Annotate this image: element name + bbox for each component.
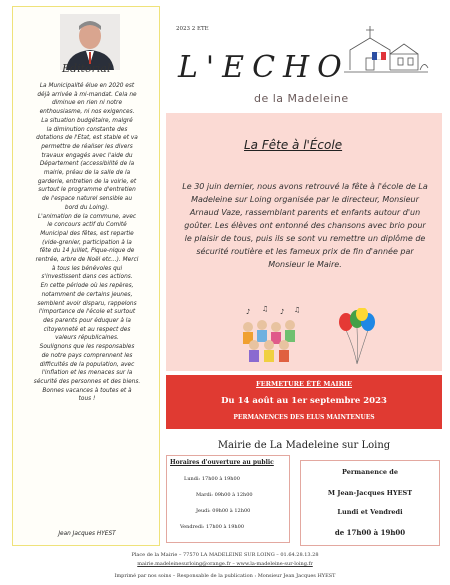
editorial-line: l'importance de l'école et surtout [38, 309, 136, 316]
editorial-line: diminue en rien ni notre [51, 100, 123, 107]
permanence-time: de 17h00 à 19h00 [334, 528, 406, 537]
newsletter-title: L'ECHO [178, 50, 350, 85]
editorial-line: déjà arrivée à mi-mandat. Cela ne [37, 91, 137, 98]
balloons-icon [336, 308, 378, 366]
editorial-line: des parents pour éduquer à la [43, 317, 131, 324]
church-sketch-icon [340, 20, 432, 82]
editorial-line: sécurité des personnes et des biens. [33, 378, 141, 385]
editorial-line: tous ! [78, 396, 96, 403]
editorial-line: L'animation de la commune, avec [37, 213, 137, 220]
editorial-line: (vide-grenier, participation à la [42, 239, 132, 246]
svg-text:♪: ♪ [246, 308, 251, 316]
editorial-line: l'inflation et les menaces sur la [41, 370, 133, 377]
editorial-line: enthousiasme, ni nos exigences. [39, 109, 135, 116]
footer-contact[interactable] [0, 561, 450, 567]
editorial-line: difficultés de la population, avec [39, 361, 135, 368]
permanence-days: Lundi et Vendredi [337, 508, 403, 516]
newsletter-subtitle: de la Madeleine [254, 92, 349, 105]
closure-dates: Du 14 août au 1er septembre 2023 [221, 396, 387, 406]
editorial-line: Municipal des fêtes, est repartie [40, 230, 134, 237]
editorial-line: Bonnes vacances à toutes et à [42, 387, 132, 394]
editorial-line: Département (accessibilité de la [39, 161, 135, 168]
svg-text:♫: ♫ [262, 305, 269, 313]
footer-address: Place de la Mairie – 77570 LA MADELEINE SUR LOING – 01.64.28.13.28 [131, 552, 319, 558]
editorial-line: bord du Loing). [64, 204, 110, 211]
footer-publisher: Imprimé par nos soins – Responsable de la publication : Monsieur Jean Jacques HYEST [114, 573, 336, 579]
closure-note: PERMANENCES DES ELUS MAINTENUES [233, 414, 375, 421]
editorial-line: à tous les bénévoles qui [51, 265, 123, 272]
editorial-line: mairie, préau de la salle de la [43, 170, 131, 177]
editorial-text [17, 82, 157, 404]
french-flag-icon [372, 52, 386, 60]
editorial-line: s'investissent dans ces actions. [41, 274, 133, 281]
editorial-line: garderie, entretien de la voirie, et [37, 178, 137, 185]
editorial-line: la diminution constante des [46, 126, 128, 133]
opening-hours-title: Horaires d'ouverture au public [170, 459, 274, 466]
footer-contact-link[interactable]: mairie.madeleinesurloing@orange.fr – www.la-madeleine-sur-loing.fr [137, 561, 313, 567]
editorial-line: valeurs républicaines. [55, 335, 119, 342]
editorial-line: Soulignons que les responsables [39, 344, 135, 351]
editorial-line: notamment de certains jeunes, [41, 291, 133, 298]
hours-tuesday: Mardi: 09h00 à 12h00 [196, 492, 253, 498]
children-singing-icon [236, 305, 306, 363]
hours-monday: Lundi: 17h00 à 19h00 [184, 476, 240, 482]
editorial-line: La situation budgétaire, malgré [41, 117, 133, 124]
editorial-line: de notre pays comprennent les [41, 352, 133, 359]
editorial-signature: Jean Jacques HYEST [58, 531, 116, 537]
article-body: Le 30 juin dernier, nous avons retrouvé la fête à l'école de La Madeleine sur Loing organisée par le directeur, Monsieur Arnaud Vaze, rassemblant parents et enfants autour d'un goûter. Les élèves ont entonné des chansons avec brio pour le plaisir de tous, puis ils se sont vu remettre un diplôme de sécurité routière et les fameux prix de fin d'année par Monsieur le Maire. [182, 182, 428, 269]
editorial-line: semblent avoir disparu, rappelons [37, 300, 137, 307]
editorial-line: de l'espace naturel sensible au [41, 196, 133, 203]
editorial-line: fête du 14 juillet, Pique-nique de [39, 248, 135, 255]
permanence-person: M Jean-Jacques HYEST [327, 489, 413, 497]
issue-label: 2023 2 ETE [176, 26, 209, 32]
editorial-line: dotations de l'Etat, est stable et va [36, 135, 138, 142]
editorial-line: citoyenneté et au respect des [43, 326, 131, 333]
mairie-title: Mairie de La Madeleine sur Loing [217, 440, 391, 451]
editorial-line: La Municipalité élue en 2020 est [39, 83, 135, 89]
editorial-line: permettre de réaliser les divers [41, 143, 133, 150]
hours-thursday: Jeudi: 09h00 à 12h00 [196, 508, 251, 514]
editorial-line: En cette période où les repères, [40, 283, 134, 290]
permanence-heading: Permanence de [342, 468, 398, 476]
editorial-line: surtout le programme d'entretien [38, 187, 136, 194]
svg-text:♪: ♪ [280, 308, 285, 316]
editorial-line: travaux engagés avec l'aide du [41, 152, 133, 159]
editorial-line: rentrée, arbre de Noël etc...). Merci [35, 257, 139, 264]
editorial-title: Editorial [62, 62, 111, 75]
editorial-line: le concours actif du Comité [47, 222, 127, 229]
article-title: La Fête à l'École [244, 138, 343, 152]
closure-heading: FERMETURE ÉTÉ MAIRIE [256, 380, 352, 388]
svg-text:♫: ♫ [294, 306, 301, 314]
hours-friday: Vendredi: 17h00 à 19h00 [180, 524, 245, 530]
